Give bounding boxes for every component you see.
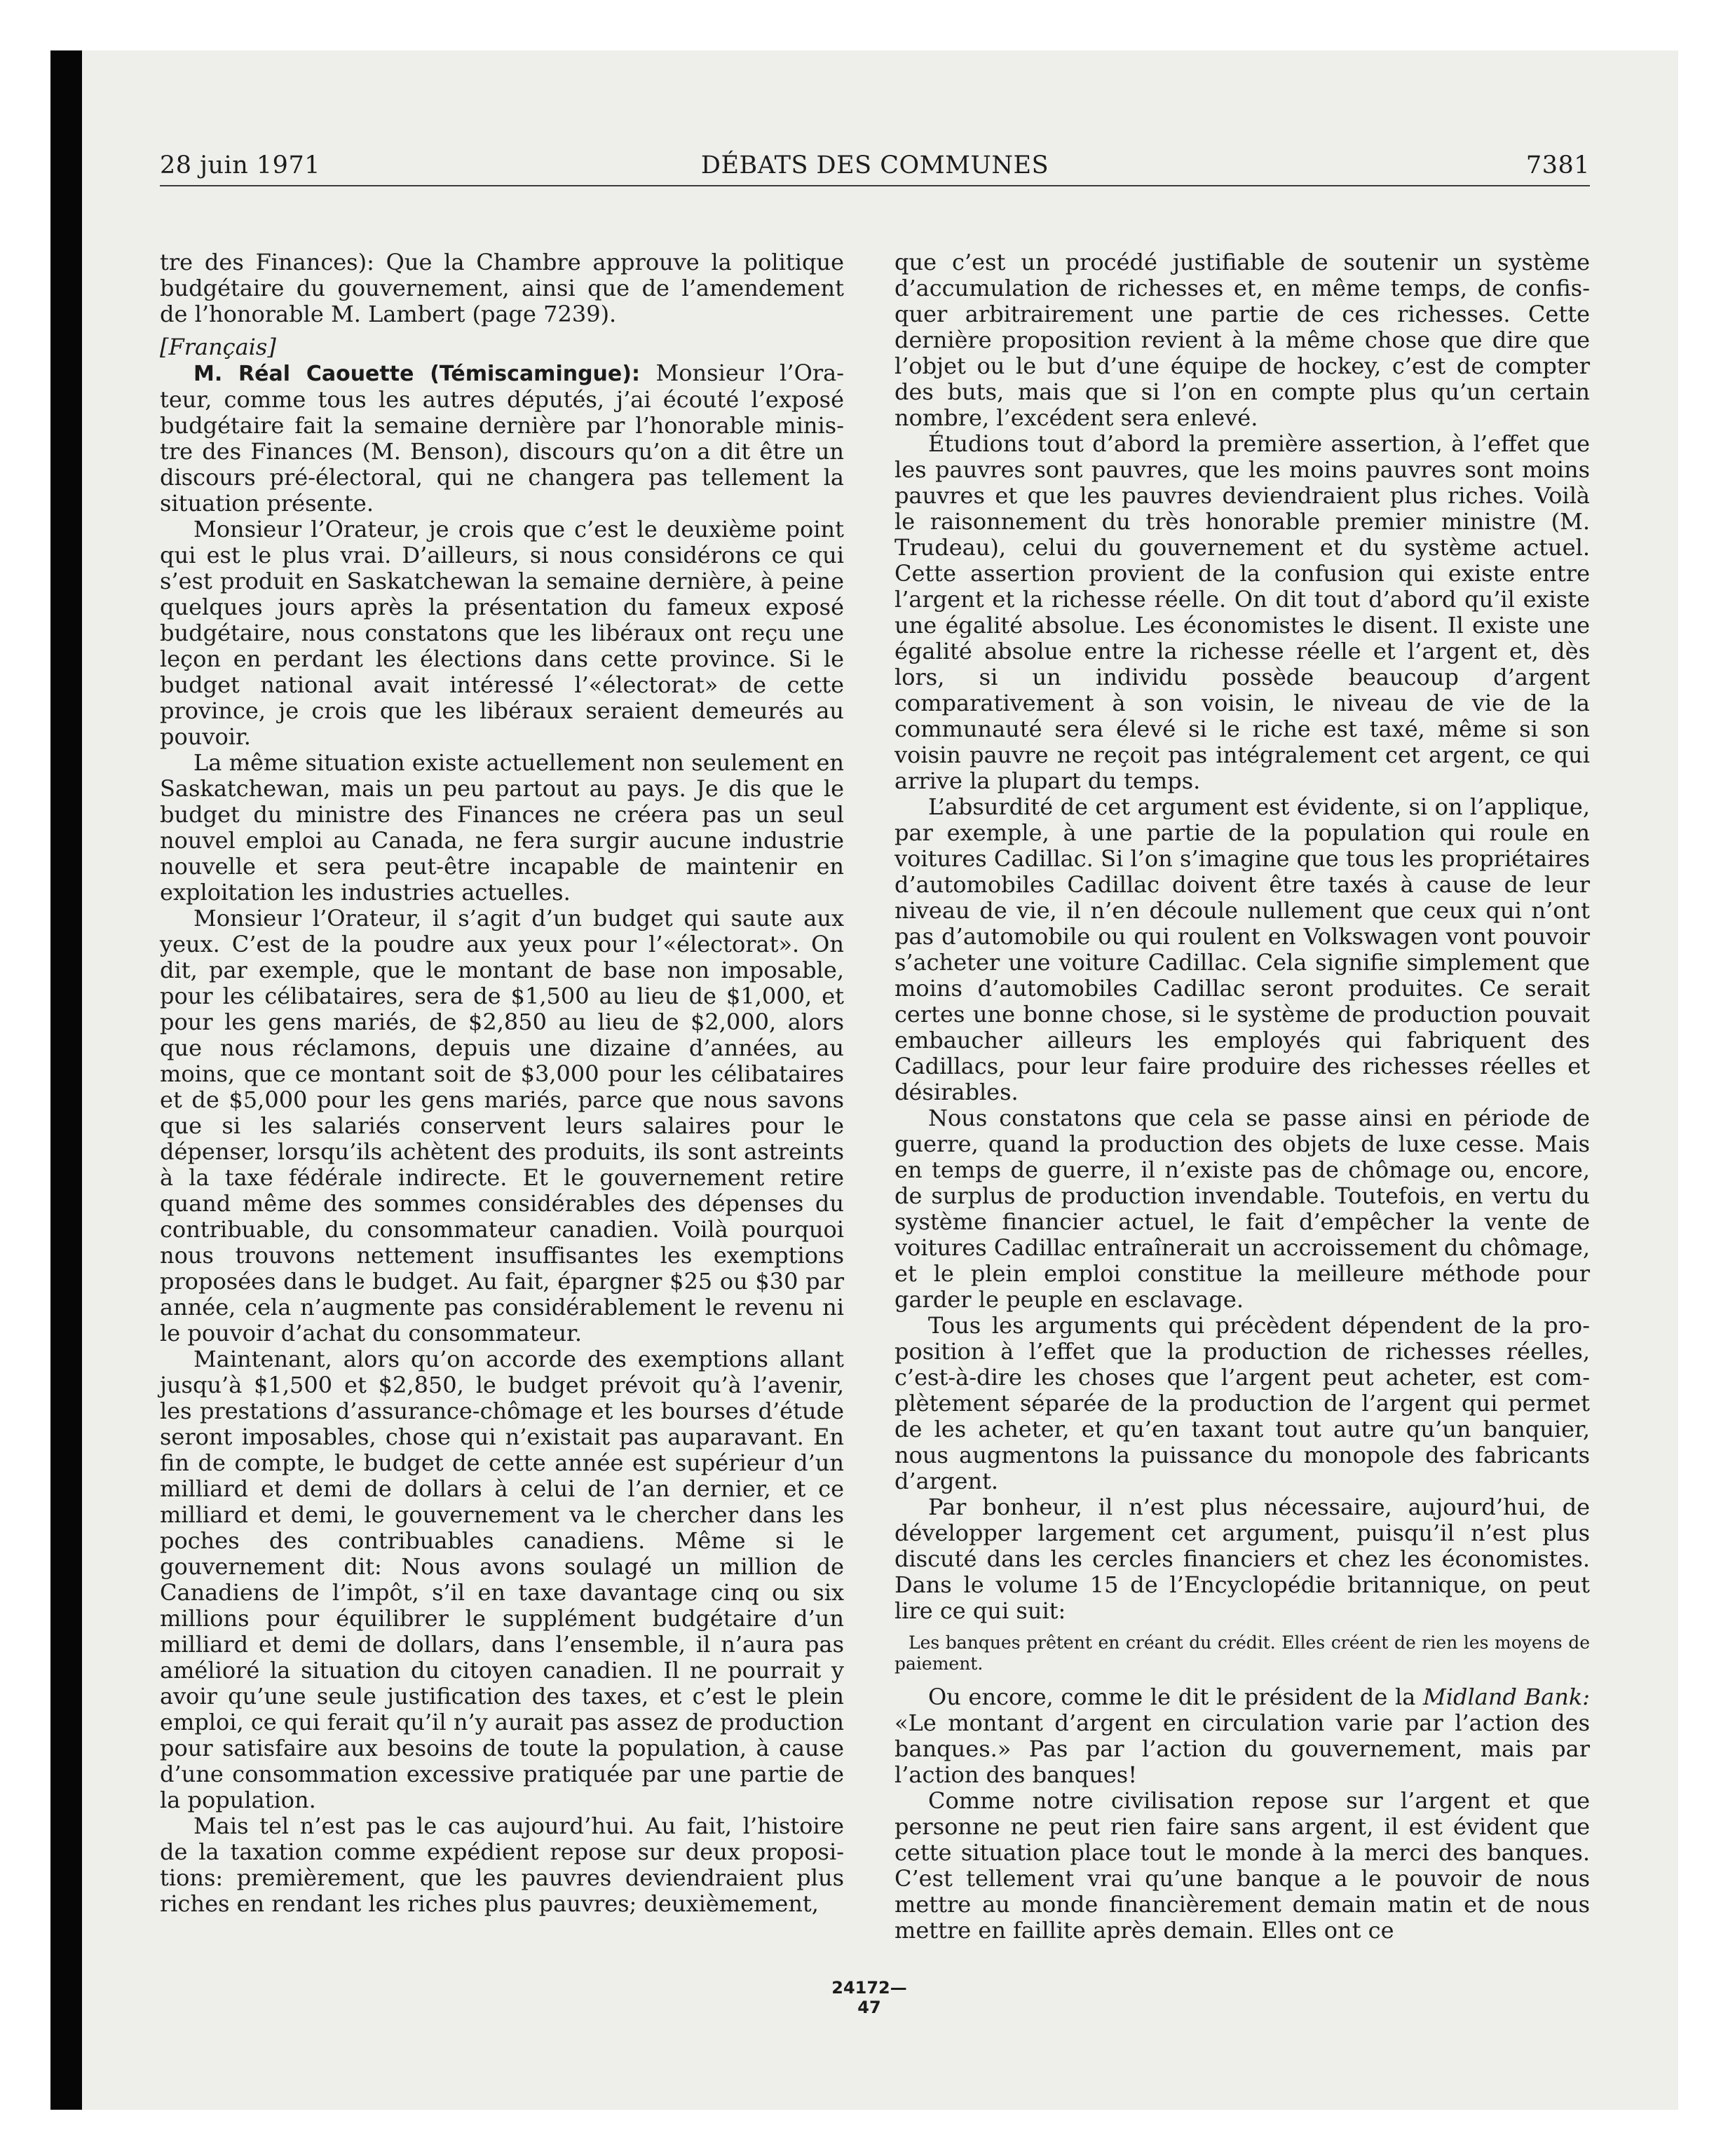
header-date: 28 juin 1971 (160, 151, 320, 179)
paragraph: Par bonheur, il n’est plus nécessaire, aujourd’hui, de développer largement cet argument, puisqu’il n’est plus discuté dans les cercles financiers et chez les économistes. Dans le volume 15 de l’Encyclopédie britannique, on peut lire ce qui suit: (894, 1494, 1590, 1624)
block-quote: Les banques prêtent en créant du crédit. Elles créent de rien les moyens de paiement. (894, 1632, 1590, 1674)
page-header (160, 151, 1590, 184)
paragraph: Monsieur l’Orateur, il s’agit d’un budget qui saute aux yeux. C’est de la poudre aux yeux pour l’«électorat». On dit, par exemple, que le montant de base non imposable, pour les célibataires, sera de $1,500 au lieu de $1,000, et pour les gens mariés, de $2,850 au lieu de $2,000, alors que nous réclamons, depuis une dizaine d’années, au moins, que ce montant soit de $3,000 pour les célibataires et de $5,000 pour les gens mariés, parce que nous savons que si les salariés conservent leurs salaires pour le dépenser, lorsqu’ils achètent des produits, ils sont astreints à la taxe fédérale indirecte. Et le gouvernement retire quand même des sommes considérables des dépenses du contribuable, du consommateur canadien. Voilà pourquoi nous trouvons nettement insuffisantes les exemptions proposées dans le budget. Au fait, épargner $25 ou $30 par année, cela n’augmente pas considérablement le revenu ni le pouvoir d’achat du consommateur. (160, 905, 844, 1346)
header-rule (160, 185, 1590, 186)
paragraph: Étudions tout d’abord la première assertion, à l’effet que les pauvres sont pauvres, que les moins pauvres sont moins pauvres et que les pauvres deviendraient plus riches. Voilà le raisonnement du très honorable premier ministre (M. Trudeau), celui du gouvernement et du système actuel. Cette assertion provient de la confusion qui existe entre l’argent et la richesse réelle. On dit tout d’abord qu’il existe une égalité absolue. Les économistes le disent. Il existe une égalité absolue entre la richesse réelle et l’argent et, dès lors, si un individu possède beaucoup d’argent comparativement à son voisin, le niveau de vie de la communauté sera élevé si le riche est taxé, même si son voisin pauvre ne reçoit pas intégralement cet argent, ce qui arrive la plupart du temps. (894, 430, 1590, 794)
paragraph: Tous les arguments qui précèdent dépendent de la proposition à l’effet que la production de richesses réelles, c’est-à-dire les choses que l’argent peut acheter, est complètement séparée de la production de l’argent qui permet de les acheter, et qu’en taxant tout autre qu’un banquier, nous augmentons la puissance du monopole des fabricants d’argent. (894, 1312, 1590, 1494)
speech-paragraph (160, 360, 844, 517)
text-run: Ou encore, comme le dit le président de la (928, 1684, 1424, 1710)
text-run: «Le montant d’argent en circulation varie par l’action des banques.» Pas par l’action du gouvernement, mais par l’action des banques! (894, 1710, 1590, 1788)
paragraph: Maintenant, alors qu’on accorde des exemptions allant jusqu’à $1,500 et $2,850, le budget prévoit qu’à l’avenir, les prestations d’assurance-chômage et les bourses d’étude seront imposables, chose qui n’existait pas auparavant. En fin de compte, le budget de cette année est supérieur d’un milliard et demi de dollars à celui de l’an dernier, et ce milliard et demi, le gouvernement va le chercher dans les poches des contribuables canadiens. Même si le gouvernement dit: Nous avons soulagé un million de Canadiens de l’impôt, s’il en taxe davantage cinq ou six millions pour équilibrer le supplément budgétaire d’un milliard et demi de dollars, dans l’ensemble, il n’aura pas amélioré la situation du citoyen canadien. Il ne pourrait y avoir qu’une seule justification des taxes, et c’est le plein emploi, ce qui ferait qu’il n’y aurait pas assez de production pour satisfaire aux besoins de toute la population, à cause d’une consommation excessive pratiquée par une partie de la population. (160, 1346, 844, 1813)
paragraph: Mais tel n’est pas le cas aujourd’hui. Au fait, l’histoire de la taxation comme expédient repose sur deux propositions: premièrement, que les pauvres deviendraient plus riches en rendant les riches plus pauvres; deuxièmement, (160, 1813, 844, 1917)
italic-bank-name: Midland Bank: (1423, 1684, 1591, 1710)
paragraph: L’absurdité de cet argument est évidente, si on l’applique, par exemple, à une partie de la population qui roule en voitures Cadillac. Si l’on s’imagine que tous les propriétaires d’automobiles Cadillac doivent être taxés à cause de leur niveau de vie, il n’en découle nullement que ceux qui n’ont pas d’automobile ou qui roulent en Volkswagen vont pouvoir s’acheter une voiture Cadillac. Cela signifie simplement que moins d’automobiles Cadillac seront produites. Ce serait certes une bonne chose, si le système de production pouvait embaucher ailleurs les employés qui fabriquent des Cadillacs, pour leur faire produire des richesses réelles et désirables. (894, 793, 1590, 1105)
paragraph: tre des Finances): Que la Chambre approuve la politique budgétaire du gouvernement, ainsi que de l’amendement de l’honorable M. Lambert (page 7239). (160, 249, 844, 327)
header-title: DÉBATS DES COMMUNES (700, 151, 1049, 179)
binding-edge (50, 50, 82, 2110)
paragraph (894, 1684, 1590, 1788)
paragraph: Monsieur l’Orateur, je crois que c’est le deuxième point qui est le plus vrai. D’ailleurs, si nous considérons ce qui s’est produit en Saskatchewan la semaine dernière, à peine quelques jours après la présentation du fameux exposé budgétaire, nous constatons que les libéraux ont reçu une leçon en perdant les élections dans cette province. Si le budget national avait intéressé l’«électorat» de cette province, je crois que les libéraux seraient demeurés au pouvoir. (160, 516, 844, 750)
speaker-name: M. Réal Caouette (Témiscamingue): (193, 362, 640, 386)
speech-text: Monsieur l’Orateur, comme tous les autres députés, j’ai écouté l’exposé budgétaire fait la semaine dernière par l’honorable ministre des Finances (M. Benson), discours qu’on a dit être un discours pré-électoral, qui ne changera pas tellement la situation présente. (160, 360, 845, 517)
paragraph: La même situation existe actuellement non seulement en Saskatchewan, mais un peu partout au pays. Je dis que le budget du ministre des Finances ne créera pas un seul nouvel emploi au Canada, ne fera surgir aucune industrie nouvelle et sera peut-être incapable de maintenir en exploitation les industries actuelles. (160, 749, 844, 906)
left-column (160, 250, 844, 1917)
footer-code: 24172—47 (831, 1978, 907, 2017)
paragraph: Nous constatons que cela se passe ainsi en période de guerre, quand la production des objets de luxe cesse. Mais en temps de guerre, il n’existe pas de chômage ou, encore, de surplus de production invendable. Toutefois, en vertu du système financier actuel, le fait d’empêcher la vente de voitures Cadillac entraînerait un accroissement du chômage, et le plein emploi constitue la meilleure méthode pour garder le peuple en esclavage. (894, 1105, 1590, 1313)
language-tag: [Français] (160, 334, 276, 360)
header-page-number: 7381 (1525, 151, 1590, 179)
paragraph: Comme notre civilisation repose sur l’argent et que personne ne peut rien faire sans argent, il est évident que cette situation place tout le monde à la merci des banques. C’est tellement vrai qu’une banque a le pouvoir de nous mettre au monde financièrement demain matin et de nous mettre en faillite après demain. Elles ont ce (894, 1787, 1590, 1944)
paragraph: que c’est un procédé justifiable de soutenir un système d’accumulation de richesses et, en même temps, de confisquer arbitrairement une partie de ces richesses. Cette dernière proposition revient à la même chose que dire que l’objet ou le but d’une équipe de hockey, c’est de compter des buts, mais que si l’on en compte plus qu’un certain nombre, l’excédent sera enlevé. (894, 249, 1590, 431)
right-column (894, 250, 1590, 1944)
